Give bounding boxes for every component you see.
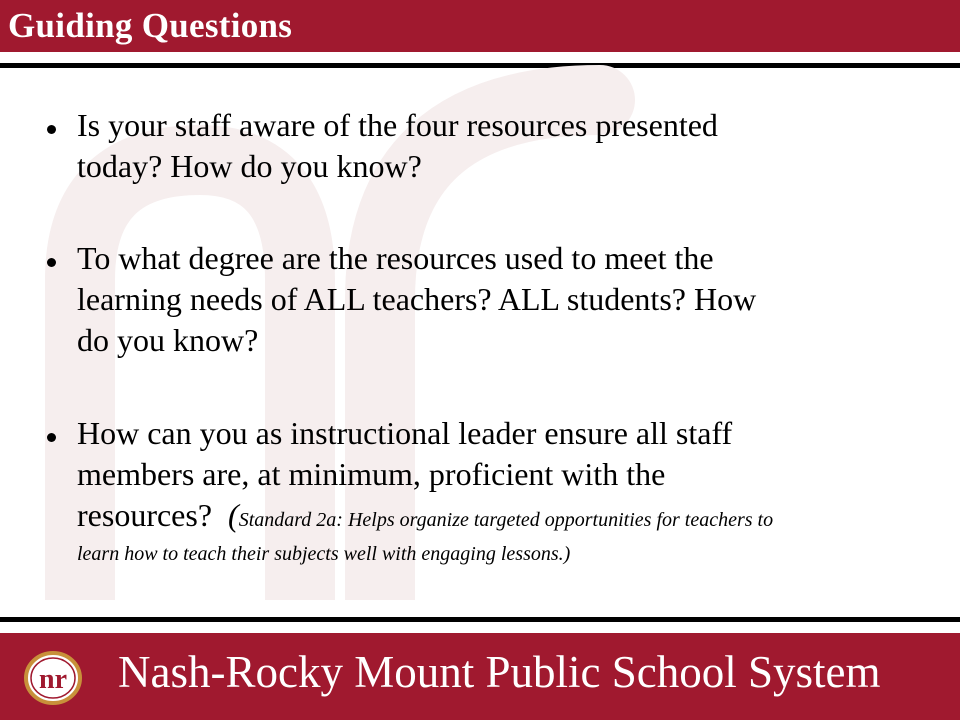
org-name: Nash-Rocky Mount Public School System — [118, 647, 881, 697]
bullet-icon — [47, 125, 56, 134]
district-logo-icon — [13, 647, 93, 707]
top-divider — [0, 63, 960, 68]
svg-text:nr: nr — [39, 664, 67, 695]
bullet-text — [77, 105, 937, 187]
bottom-divider — [0, 617, 960, 622]
standard-note: Standard 2a: Helps organize targeted opportunities for teachers to — [238, 509, 774, 531]
bullet-line: Is your staff aware of the four resources presented — [77, 107, 718, 143]
bullet-line-main: resources? — [77, 497, 229, 533]
bullet-icon — [47, 433, 56, 442]
bullet-line: learning needs of ALL teachers? ALL students? How — [77, 281, 757, 317]
bullet-line: members are, at minimum, proficient with the — [77, 456, 666, 492]
standard-note-continued: learn how to teach their subjects well with engaging lessons.) — [77, 543, 571, 565]
open-paren: ( — [228, 497, 239, 533]
bullet-icon — [47, 258, 56, 267]
bullet-line: do you know? — [77, 322, 259, 358]
bullet-line: today? How do you know? — [77, 148, 422, 184]
bullet-line: How can you as instructional leader ensure all staff — [77, 415, 733, 451]
title-bar — [0, 0, 960, 52]
slide-title: Guiding Questions — [8, 6, 293, 45]
bullet-text — [77, 413, 937, 567]
bullet-line: To what degree are the resources used to meet the — [77, 240, 714, 276]
bullet-line — [77, 495, 937, 541]
footer-bar — [0, 633, 960, 720]
bullet-text — [77, 238, 937, 361]
